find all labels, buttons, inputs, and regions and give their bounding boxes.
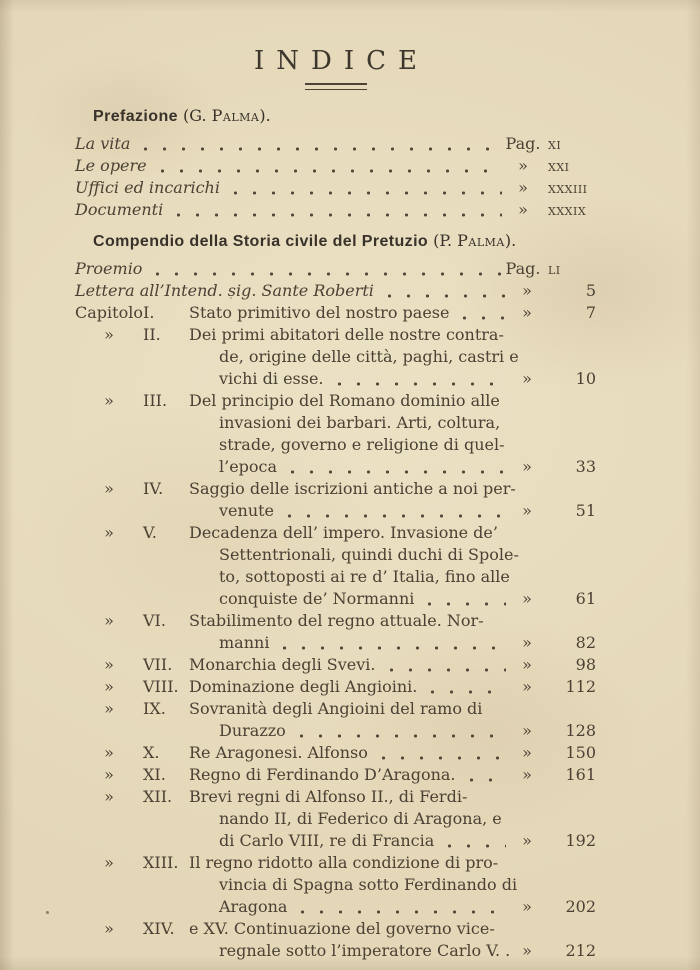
dot-leader (417, 684, 506, 698)
toc-row-chapter-numeral: XII. (143, 787, 173, 806)
toc-row-text: Lettera all’Intend. sig. Sante Roberti (75, 281, 374, 300)
toc-row-page-number: xxi (548, 156, 570, 175)
toc-row-chapter-numeral: VI. (143, 611, 166, 630)
toc-row-page-mark: » (518, 156, 528, 175)
toc-row-page-number: 51 (575, 501, 596, 520)
dot-leader (502, 816, 510, 830)
dot-leader (142, 266, 502, 280)
toc-row-text-cell (189, 324, 506, 346)
toc-row-chapter-numeral: VII. (143, 655, 173, 674)
dot-leader (277, 464, 506, 478)
toc-row (75, 896, 596, 918)
dot-leader (510, 574, 518, 588)
section2-paren-open: (P. (428, 231, 458, 250)
toc-row (75, 632, 596, 654)
section2-author-name: Palma (457, 231, 505, 250)
toc-row-page-mark: » (522, 369, 532, 388)
toc-row-text-cell (189, 412, 506, 434)
toc-row-left-label: » (104, 765, 114, 784)
toc-row-page-number: 98 (575, 655, 596, 674)
toc-row (75, 588, 596, 610)
toc-row-text-cell (189, 610, 506, 632)
toc-row-text-cell (189, 566, 510, 588)
toc-row-text: Re Aragonesi. Alfonso (189, 743, 368, 762)
toc-row-text-cell (189, 918, 506, 940)
dot-leader (484, 618, 506, 632)
toc-row-page-mark: Pag. (505, 259, 541, 278)
toc-row-text-cell (189, 808, 506, 830)
toc-row (75, 390, 596, 412)
toc-row-page-mark: » (522, 897, 532, 916)
dot-leader (274, 508, 506, 522)
toc-row (75, 258, 596, 280)
section1-author-name: Palma (211, 106, 260, 125)
section2-bold-label: Compendio della Storia civile del Pretuzio (93, 233, 429, 250)
toc-row-text: Proemio (75, 259, 143, 278)
toc-row (75, 346, 596, 368)
toc-row-chapter-numeral: XIV. (143, 919, 175, 938)
toc-row-text-cell (189, 478, 516, 500)
toc-row-text-cell (189, 588, 506, 610)
toc-row (75, 808, 596, 830)
toc-row-text: de, origine delle città, paghi, castri e (219, 347, 519, 366)
toc-row-text: Durazzo (219, 721, 286, 740)
toc-row (75, 177, 596, 199)
toc-row-text: nando II, di Federico di Aragona, e (219, 809, 502, 828)
toc-row-left-label: » (104, 853, 114, 872)
toc-row-text-cell (189, 544, 519, 566)
toc-row-page-number: li (548, 259, 561, 278)
dot-leader (147, 163, 502, 177)
toc-row-text-cell (189, 500, 506, 522)
toc-row-text: Documenti (75, 200, 164, 219)
toc-row-text: Sovranità degli Angioini del ramo di (189, 699, 483, 718)
toc-row-text-cell (75, 280, 506, 302)
toc-row-text-cell (75, 155, 502, 177)
dot-leader (504, 332, 512, 346)
toc-row-text-cell (189, 830, 506, 852)
dot-leader (376, 662, 507, 676)
toc-row-page-mark: » (522, 831, 532, 850)
dot-leader (498, 530, 506, 544)
toc-row (75, 478, 596, 500)
toc-row-text: l’epoca (219, 457, 278, 476)
toc-row-left-label: » (104, 919, 114, 938)
dot-leader (505, 442, 513, 456)
toc-row-text-cell (189, 456, 506, 478)
toc-row-page-number: 82 (575, 633, 596, 652)
toc-row-page-mark: » (522, 941, 532, 960)
toc-row-text-cell (189, 676, 506, 698)
toc-row (75, 698, 596, 720)
toc-row (75, 155, 596, 177)
paper-speck (46, 911, 49, 914)
toc-row-left-label: » (104, 699, 114, 718)
toc-row-text-cell (189, 368, 506, 390)
toc-row-text: Il regno ridotto alla condizione di pro- (189, 853, 499, 872)
toc-row-left-label: Capitolo (75, 303, 143, 322)
toc-row-text: Le opere (75, 156, 147, 175)
toc-row (75, 918, 596, 940)
dot-leader (498, 860, 506, 874)
toc-row-left-label: » (104, 787, 114, 806)
toc-row-text: Dominazione degli Angioini. (189, 677, 418, 696)
toc-row (75, 434, 596, 456)
toc-row-page-mark: » (522, 303, 532, 322)
toc-row-text-cell (189, 742, 506, 764)
toc-row-page-number: 10 (575, 369, 596, 388)
toc-row-page-mark: Pag. (505, 134, 541, 153)
dot-leader (517, 882, 525, 896)
toc-row-page-mark: » (518, 200, 528, 219)
toc-row-left-label: » (104, 655, 114, 674)
toc-row (75, 654, 596, 676)
dot-leader (519, 354, 527, 368)
section1-paren-open: (G. (177, 106, 212, 125)
toc-row-page-number: 161 (565, 765, 596, 784)
section-heading-prefazione (93, 106, 596, 126)
dot-leader (434, 838, 506, 852)
toc-row-page-mark: » (522, 655, 532, 674)
toc-row-chapter-numeral: I. (143, 303, 155, 322)
toc-row (75, 199, 596, 221)
toc-row-text-cell (75, 133, 502, 155)
toc-row-text: Decadenza dell’ impero. Invasione de’ (189, 523, 498, 542)
toc-row-chapter-numeral: XI. (143, 765, 166, 784)
toc-row (75, 852, 596, 874)
toc-row (75, 874, 596, 896)
dot-leader (456, 772, 507, 786)
toc-row-text: e XV. Continuazione del governo vice- (189, 919, 495, 938)
toc-row-text-cell (189, 874, 518, 896)
toc-row-page-mark: » (522, 281, 532, 300)
toc-row-text-cell (189, 764, 506, 786)
toc-row (75, 544, 596, 566)
toc-row-left-label: » (104, 325, 114, 344)
toc-row-text: venute (219, 501, 275, 520)
toc-row-text-cell (189, 346, 519, 368)
dot-leader (368, 750, 506, 764)
toc-row-page-number: 112 (565, 677, 596, 696)
section1-bold-label: Prefazione (93, 108, 178, 125)
toc-row-text: invasioni dei barbari. Arti, coltura, (219, 413, 501, 432)
dot-leader (495, 926, 506, 940)
toc-row-text-cell (189, 896, 506, 918)
toc-row-left-label: » (104, 391, 114, 410)
toc-row-text-cell (189, 522, 506, 544)
toc-row-text-cell (189, 434, 506, 456)
toc-row-left-label: » (104, 743, 114, 762)
toc-row (75, 764, 596, 786)
dot-leader (269, 640, 506, 654)
toc-row-page-mark: » (522, 721, 532, 740)
dot-leader (467, 794, 506, 808)
toc-row-text-cell (189, 632, 506, 654)
toc-row-text-cell (189, 786, 506, 808)
toc-row-left-label: » (104, 611, 114, 630)
toc-row-text-cell (75, 199, 502, 221)
toc-row-chapter-numeral: VIII. (143, 677, 179, 696)
dot-leader (286, 728, 506, 742)
toc-row-text-cell (189, 698, 506, 720)
dot-leader (220, 185, 502, 199)
toc-row-text: manni (219, 633, 270, 652)
toc-row-text-cell (189, 852, 506, 874)
toc-row (75, 500, 596, 522)
toc-row-text: Monarchia degli Svevi. (189, 655, 376, 674)
toc-row-text: di Carlo VIII, re di Francia (219, 831, 435, 850)
dot-leader (449, 310, 506, 324)
toc-row-text: Saggio delle iscrizioni antiche a noi per- (189, 479, 516, 498)
toc-row (75, 676, 596, 698)
toc-row-chapter-numeral: IV. (143, 479, 164, 498)
toc-row (75, 566, 596, 588)
toc-row-text-cell (189, 940, 511, 962)
dot-leader (163, 207, 502, 221)
toc-row-text: strade, governo e religione di quel- (219, 435, 505, 454)
section2-paren-close: ). (504, 231, 517, 250)
toc-row-text: vincia di Spagna sotto Ferdinando di (219, 875, 518, 894)
toc-row-page-number: xxxiii (548, 178, 588, 197)
toc-row (75, 610, 596, 632)
toc-row-text: regnale sotto l’imperatore Carlo V. . (219, 941, 511, 960)
toc-row-page-number: xi (548, 134, 562, 153)
toc-row-page-mark: » (522, 501, 532, 520)
toc-row-page-mark: » (522, 589, 532, 608)
toc-row-page-number: 212 (565, 941, 596, 960)
toc-row-chapter-numeral: X. (143, 743, 160, 762)
toc-row-page-mark: » (522, 743, 532, 762)
toc-row-text: Aragona (219, 897, 288, 916)
toc-row-text: Dei primi abitatori delle nostre contra- (189, 325, 504, 344)
toc-row-text: Stato primitivo del nostro paese (189, 303, 450, 322)
toc-row-text: Regno di Ferdinando D’Aragona. (189, 765, 456, 784)
toc-row (75, 830, 596, 852)
toc-row-chapter-numeral: XIII. (143, 853, 179, 872)
toc-row-text: to, sottoposti ai re d’ Italia, fino alle (219, 567, 510, 586)
toc-row-page-number: xxxix (548, 200, 587, 219)
toc-row-page-number: 128 (565, 721, 596, 740)
toc-row (75, 522, 596, 544)
toc-row (75, 368, 596, 390)
toc-row-text: Settentrionali, quindi duchi di Spole- (219, 545, 519, 564)
toc-row-page-number: 150 (565, 743, 596, 762)
section-heading-compendio (93, 231, 596, 251)
toc-row-text: Stabilimento del regno attuale. Nor- (189, 611, 484, 630)
dot-leader (482, 706, 506, 720)
toc-row (75, 940, 596, 962)
dot-leader (519, 552, 527, 566)
toc-row-text: conquiste de’ Normanni (219, 589, 415, 608)
toc-row-page-number: 5 (585, 281, 596, 300)
toc-row (75, 302, 596, 324)
toc-row-left-label: » (104, 479, 114, 498)
toc-row-page-number: 61 (575, 589, 596, 608)
toc-row (75, 133, 596, 155)
toc-row-text-cell (189, 654, 506, 676)
toc-row (75, 786, 596, 808)
toc-row (75, 742, 596, 764)
toc-row-page-number: 202 (565, 897, 596, 916)
toc-row-text: La vita (75, 134, 131, 153)
toc-row (75, 720, 596, 742)
toc-row-page-mark: » (522, 457, 532, 476)
toc-row-chapter-numeral: II. (143, 325, 161, 344)
toc-row (75, 412, 596, 434)
paper-speck (230, 297, 232, 299)
toc-row-page-mark: » (522, 765, 532, 784)
toc-row-text: Del principio del Romano dominio alle (189, 391, 500, 410)
dot-leader (414, 596, 506, 610)
title-double-rule (305, 83, 367, 90)
page-title: INDICE (253, 46, 429, 76)
toc-row-page-number: 192 (565, 831, 596, 850)
toc-row-text: vichi di esse. (219, 369, 324, 388)
toc-row-text: Brevi regni di Alfonso II., di Ferdi- (189, 787, 468, 806)
dot-leader (516, 486, 524, 500)
dot-leader (287, 904, 506, 918)
dot-leader (500, 398, 508, 412)
section1-paren-close: ). (259, 106, 271, 125)
toc-row-text-cell (75, 258, 502, 280)
toc-row-page-number: 7 (585, 303, 596, 322)
toc-row-text-cell (189, 720, 506, 742)
toc-row-chapter-numeral: V. (143, 523, 157, 542)
dot-leader (500, 420, 508, 434)
toc-row-page-mark: » (522, 677, 532, 696)
toc-row (75, 280, 596, 302)
toc-row-page-mark: » (518, 178, 528, 197)
toc-row (75, 324, 596, 346)
toc-row-left-label: » (104, 677, 114, 696)
dot-leader (374, 288, 506, 302)
toc-row-page-number: 33 (575, 457, 596, 476)
dot-leader (324, 376, 506, 390)
toc-row-chapter-numeral: IX. (143, 699, 166, 718)
toc-row-text-cell (189, 302, 506, 324)
chapter-entries (75, 258, 596, 962)
dot-leader (130, 141, 502, 155)
toc-row (75, 456, 596, 478)
toc-row-left-label: » (104, 523, 114, 542)
toc-row-text-cell (75, 177, 502, 199)
toc-row-page-mark: » (522, 633, 532, 652)
toc-row-text: Uffici ed incarichi (75, 178, 220, 197)
front-matter-entries (75, 133, 596, 221)
toc-row-chapter-numeral: III. (143, 391, 168, 410)
toc-row-text-cell (189, 390, 506, 412)
